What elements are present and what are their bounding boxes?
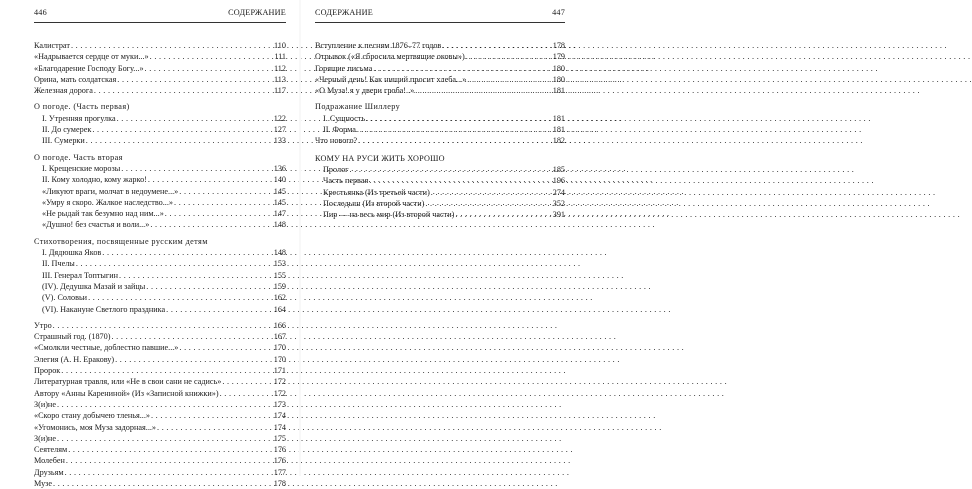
right-header-title: СОДЕРЖАНИЕ [315, 8, 373, 17]
toc-dot-leader [455, 209, 551, 220]
toc-dot-leader [415, 85, 552, 96]
toc-entry [315, 63, 565, 74]
toc-dot-leader [157, 422, 273, 433]
toc-entry [34, 422, 286, 433]
toc-entry-title: Железная дорога [34, 86, 93, 96]
toc-dot-leader [145, 63, 273, 74]
toc-entry-title: Молебен [34, 456, 65, 466]
toc-entry-page: 185 [552, 164, 565, 174]
toc-entry-title: II. Форма [323, 125, 356, 135]
toc-dot-leader [431, 187, 552, 198]
right-page-header [315, 8, 565, 22]
toc-dot-leader [151, 410, 273, 421]
toc-dot-leader [76, 258, 273, 269]
toc-entry-page: 176 [273, 456, 286, 466]
toc-entry-page: 179 [552, 52, 565, 62]
toc-entry [34, 292, 286, 303]
toc-entry-title: Пролог [323, 164, 349, 174]
toc-entry-page: 182 [552, 136, 565, 146]
left-toc-group-4 [34, 247, 286, 315]
right-toc-group-1 [315, 40, 565, 96]
toc-entry [34, 113, 286, 124]
toc-entry [34, 135, 286, 146]
toc-dot-leader [71, 40, 273, 51]
toc-entry-title: Автору «Анны Карениной» (Из «Записной книжки») [34, 388, 219, 398]
toc-entry [315, 175, 565, 186]
right-toc-group-2 [315, 113, 565, 136]
toc-entry-title: Страшный год. (1870) [34, 332, 111, 342]
toc-dot-leader [442, 40, 551, 51]
toc-entry [34, 478, 286, 489]
toc-dot-leader [150, 219, 272, 230]
toc-section-heading: О погоде. (Часть первая) [34, 102, 130, 112]
toc-entry [34, 208, 286, 219]
toc-entry [34, 74, 286, 85]
toc-entry-title: Отрывок («Я сбросила мертвящие оковы») [315, 52, 465, 62]
toc-entry-title: «Угомонись, моя Муза задорная...» [34, 422, 157, 432]
toc-entry-page: 352 [552, 198, 565, 208]
toc-dot-leader [357, 124, 552, 135]
toc-dot-leader [65, 467, 273, 478]
left-header-rule [34, 22, 286, 23]
toc-entry-page: 112 [274, 63, 286, 73]
toc-dot-leader [466, 51, 552, 62]
toc-entry [315, 187, 565, 198]
toc-dot-leader [61, 365, 272, 376]
toc-section-heading: КОМУ НА РУСИ ЖИТЬ ХОРОШО [315, 153, 445, 163]
toc-entry [34, 270, 286, 281]
toc-dot-leader [92, 124, 272, 135]
right-toc [315, 40, 565, 220]
toc-entry-title: III. Сумерки [42, 136, 85, 146]
toc-entry [315, 51, 565, 62]
toc-entry-title: Литературная травля, или «Не в свои сани не садись» [34, 377, 222, 387]
toc-entry [34, 258, 286, 269]
toc-entry-title: (IV). Дедушка Мазай и зайцы [42, 281, 146, 291]
toc-entry [34, 85, 286, 96]
toc-entry [315, 198, 565, 209]
toc-entry-title: I. Сущность [323, 113, 366, 123]
left-page [0, 0, 300, 488]
toc-entry-title: II. До сумерек [42, 125, 92, 135]
left-toc-group-5 [34, 320, 286, 489]
toc-entry-title: Сеятелям [34, 445, 68, 455]
toc-entry-page: 180 [552, 74, 565, 84]
toc-entry [34, 40, 286, 51]
toc-entry [34, 51, 286, 62]
toc-entry-title: Друзьям [34, 467, 64, 477]
toc-entry-title: Музе [34, 478, 53, 488]
toc-entry-page: 113 [274, 74, 286, 84]
toc-entry-page: 174 [273, 411, 286, 421]
toc-entry-page: 110 [274, 41, 286, 50]
toc-entry-page: 170 [273, 343, 286, 353]
toc-entry-page: 153 [273, 259, 286, 269]
toc-entry [34, 433, 286, 444]
toc-dot-leader [179, 342, 272, 353]
toc-dot-leader [366, 113, 552, 124]
toc-entry-page: 180 [552, 63, 565, 73]
toc-entry-page: 181 [552, 125, 565, 135]
toc-entry-page: 148 [273, 220, 286, 230]
left-toc-group-3 [34, 163, 286, 231]
toc-entry [34, 365, 286, 376]
toc-entry-page: 174 [273, 422, 286, 432]
toc-entry [315, 209, 565, 220]
toc-entry [34, 444, 286, 455]
toc-entry-page: 173 [273, 399, 286, 409]
toc-entry-title: «Скоро стану добычею тленья...» [34, 411, 150, 421]
toc-dot-leader [94, 85, 273, 96]
left-page-header [34, 8, 286, 22]
toc-dot-leader [369, 175, 552, 186]
toc-entry-page: 177 [273, 467, 286, 477]
toc-entry-page: 133 [273, 136, 286, 146]
toc-dot-leader [148, 174, 273, 185]
toc-entry-page: 117 [274, 86, 286, 96]
toc-dot-leader [222, 376, 272, 387]
toc-entry-title: Пир — на весь мир (Из второй части) [323, 210, 455, 220]
toc-entry-page: 176 [273, 445, 286, 455]
toc-entry-page: 148 [273, 248, 286, 258]
toc-entry [315, 135, 565, 146]
toc-entry-title: «О Муза! я у двери гроба!..» [315, 86, 415, 96]
toc-entry [34, 247, 286, 258]
toc-dot-leader [88, 292, 273, 303]
toc-entry [34, 163, 286, 174]
toc-entry-title: «Черный день! Как нищий просит хлеба...» [315, 74, 467, 84]
toc-entry [315, 40, 565, 51]
toc-dot-leader [86, 135, 273, 146]
toc-dot-leader [150, 51, 274, 62]
toc-dot-leader [57, 399, 273, 410]
left-toc [34, 40, 286, 489]
toc-entry [34, 197, 286, 208]
toc-entry-title: Крестьянка (Из третьей части) [323, 187, 430, 197]
toc-entry-page: 127 [273, 125, 286, 135]
toc-entry-page: 136 [273, 163, 286, 173]
toc-entry-title: З(и)не [34, 399, 56, 409]
toc-entry-page: 172 [273, 377, 286, 387]
toc-entry-title: II. Пчелы [42, 259, 75, 269]
toc-entry-page: 170 [273, 354, 286, 364]
toc-dot-leader [350, 164, 552, 175]
toc-entry-page: 162 [273, 293, 286, 303]
toc-entry [34, 388, 286, 399]
toc-entry [315, 124, 565, 135]
toc-entry-page: 181 [552, 86, 565, 96]
toc-entry [34, 376, 286, 387]
toc-entry-title: «Надрывается сердце от муки...» [34, 52, 149, 62]
toc-dot-leader [425, 198, 551, 209]
toc-entry-title: I. Крещенские морозы [42, 163, 121, 173]
toc-entry-title: «Смолкли честные, доблестно павшие...» [34, 343, 179, 353]
toc-entry [34, 399, 286, 410]
right-toc-group-4 [315, 164, 565, 220]
toc-section-heading: О погоде. Часть вторая [34, 152, 123, 162]
toc-dot-leader [53, 478, 273, 489]
toc-entry [34, 174, 286, 185]
toc-entry-page: 145 [273, 197, 286, 207]
toc-entry-page: 155 [273, 270, 286, 280]
toc-dot-leader [68, 444, 273, 455]
toc-entry-title: «Умру я скоро. Жалкое наследство...» [42, 197, 173, 207]
toc-entry-page: 172 [273, 388, 286, 398]
toc-dot-leader [117, 113, 273, 124]
toc-dot-leader [121, 163, 273, 174]
toc-entry [34, 320, 286, 331]
left-toc-group-2 [34, 113, 286, 147]
left-page-number: 446 [34, 8, 47, 17]
toc-entry-page: 122 [273, 113, 286, 123]
toc-entry [34, 455, 286, 466]
toc-entry [315, 85, 565, 96]
toc-entry [34, 281, 286, 292]
toc-entry [34, 219, 286, 230]
toc-dot-leader [102, 247, 272, 258]
toc-dot-leader [220, 388, 273, 399]
toc-dot-leader [166, 304, 273, 315]
toc-entry [34, 304, 286, 315]
toc-entry-title: «Душно! без счастья и воли...» [42, 220, 150, 230]
toc-entry-page: 111 [274, 52, 286, 62]
toc-entry [34, 63, 286, 74]
toc-entry-page: 178 [273, 478, 286, 488]
toc-dot-leader [117, 74, 273, 85]
toc-entry-title: I. Утренняя прогулка [42, 113, 116, 123]
toc-dot-leader [146, 281, 272, 292]
toc-entry [34, 331, 286, 342]
toc-dot-leader [115, 354, 273, 365]
right-toc-group-3 [315, 135, 565, 146]
toc-entry-title: Калистрат [34, 41, 70, 50]
toc-entry-title: Что нового? [315, 136, 358, 146]
toc-entry-title: I. Дядюшка Яков [42, 248, 102, 258]
toc-entry-title: II. Кому холодно, кому жарко! [42, 175, 147, 185]
toc-dot-leader [66, 455, 273, 466]
toc-entry [34, 410, 286, 421]
toc-dot-leader [119, 270, 273, 281]
toc-entry-title: Утро [34, 320, 52, 330]
toc-dot-leader [179, 186, 272, 197]
toc-entry-title: Орина, мать солдатская [34, 74, 117, 84]
toc-section-heading: Подражание Шиллеру [315, 102, 401, 112]
toc-entry-page: 274 [552, 187, 565, 197]
toc-entry-title: Вступление к песням 1876–77 годов [315, 41, 442, 50]
toc-entry [315, 113, 565, 124]
toc-entry-title: III. Генерал Топтыгин [42, 270, 119, 280]
toc-entry-title: Горящие письма [315, 63, 373, 73]
toc-entry [34, 186, 286, 197]
right-header-rule [315, 22, 565, 23]
toc-dot-leader [57, 433, 273, 444]
toc-dot-leader [111, 331, 272, 342]
toc-entry-page: 166 [273, 320, 286, 330]
toc-entry-page: 171 [273, 366, 286, 376]
toc-entry-title: З(и)не [34, 433, 56, 443]
toc-entry [315, 74, 565, 85]
toc-dot-leader [53, 320, 273, 331]
toc-dot-leader [174, 197, 273, 208]
toc-entry-page: 140 [273, 175, 286, 185]
toc-entry [315, 164, 565, 175]
toc-entry-page: 181 [552, 113, 565, 123]
toc-entry-title: Пророк [34, 366, 61, 376]
toc-entry-page: 164 [273, 304, 286, 314]
toc-entry-title: Часть первая [323, 176, 369, 186]
toc-dot-leader [358, 135, 552, 146]
toc-dot-leader [467, 74, 551, 85]
toc-dot-leader [165, 208, 273, 219]
toc-entry-page: 145 [273, 186, 286, 196]
toc-entry-page: 178 [552, 41, 565, 50]
toc-entry-title: (V). Соловьи [42, 293, 88, 303]
toc-entry [34, 342, 286, 353]
right-page [300, 0, 600, 476]
toc-section-heading: Стихотворения, посвященные русским детям [34, 236, 208, 246]
toc-entry-title: «Ликуют враги, молчат в недоумене...» [42, 186, 179, 196]
toc-entry [34, 124, 286, 135]
toc-entry-page: 147 [273, 209, 286, 219]
toc-entry-title: Последыш (Из второй части) [323, 198, 425, 208]
toc-entry-title: (VI). Накануне Светлого праздника [42, 304, 166, 314]
toc-entry [34, 354, 286, 365]
toc-entry-title: Элегия (А. Н. Еракову) [34, 354, 115, 364]
toc-entry-page: 196 [552, 176, 565, 186]
toc-entry-title: «Не рыдай так безумно над ним...» [42, 209, 164, 219]
toc-entry-title: «Благодарение Господу Богу...» [34, 63, 144, 73]
toc-entry-page: 391 [552, 210, 565, 220]
toc-entry [34, 467, 286, 478]
toc-dot-leader [373, 63, 551, 74]
left-header-title: СОДЕРЖАНИЕ [228, 8, 286, 17]
left-toc-group-1 [34, 40, 286, 96]
toc-entry-page: 167 [273, 332, 286, 342]
toc-entry-page: 175 [273, 433, 286, 443]
toc-entry-page: 159 [273, 281, 286, 291]
right-page-number: 447 [552, 8, 565, 17]
